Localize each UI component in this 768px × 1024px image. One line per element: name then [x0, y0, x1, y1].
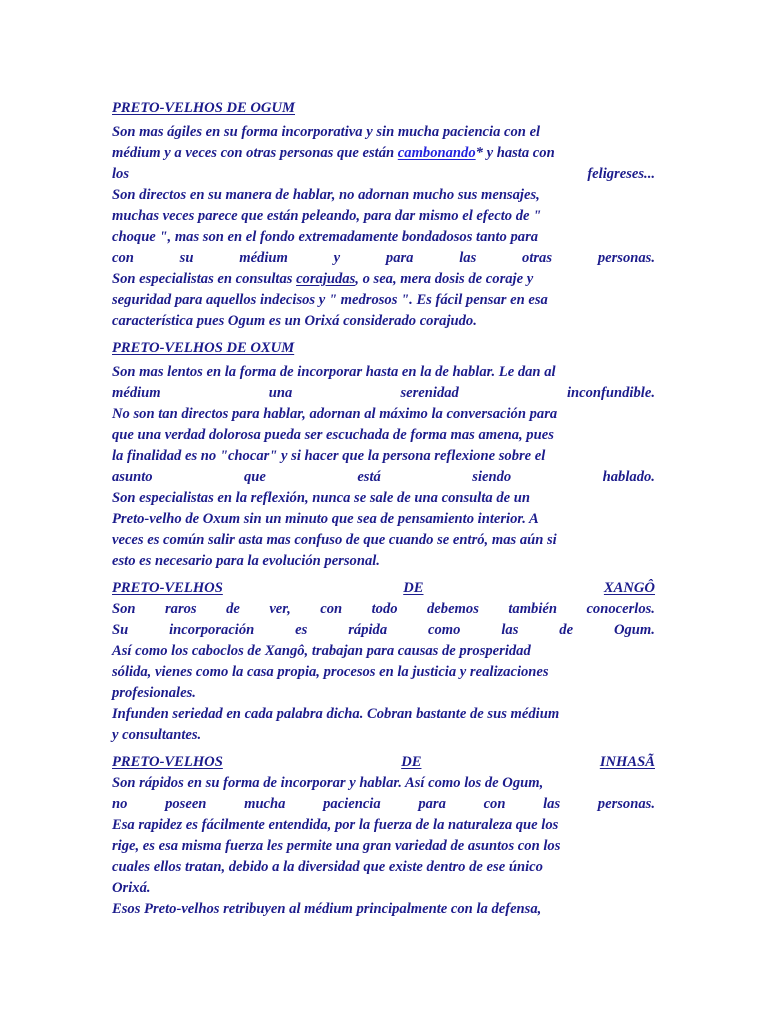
text-line: Así como los caboclos de Xangô, trabajan para causas de prosperidad [112, 643, 531, 659]
word: que [244, 469, 266, 485]
word: debemos [427, 601, 479, 617]
paragraph [112, 773, 655, 920]
word: raros [164, 601, 197, 617]
word: es [295, 622, 308, 638]
word: médium [112, 385, 161, 401]
word: con [112, 250, 134, 266]
paragraph [112, 122, 655, 332]
word: también [508, 601, 557, 617]
word: no [112, 796, 128, 812]
text-line: veces es común salir asta mas confuso de que cuando se entró, mas aún si [112, 532, 557, 548]
text-line: que una verdad dolorosa pueda ser escuchada de forma mas amena, pues [112, 427, 554, 443]
text-line: choque ", mas son en el fondo extremadamente bondadosos tanto para [112, 229, 539, 245]
word: de [559, 622, 574, 638]
cambonando-link[interactable]: cambonando [397, 145, 476, 161]
word: conocerlos. [586, 601, 655, 617]
text-line [112, 599, 655, 620]
text-span: médium y a veces con otras personas que están [112, 145, 398, 161]
text-line [112, 620, 655, 641]
word: rápida [348, 622, 388, 638]
text-line: Preto-velho de Oxum sin un minuto que sea de pensamiento interior. A [112, 511, 539, 527]
word: siendo [472, 469, 512, 485]
text-line: No son tan directos para hablar, adornan al máximo la conversación para [112, 406, 558, 422]
word: con [483, 796, 506, 812]
heading-part: PRETO-VELHOS [112, 754, 223, 770]
word: ver, [269, 601, 291, 617]
text-line: Son mas ágiles en su forma incorporativa y sin mucha paciencia con el [112, 124, 541, 140]
text-span: * y hasta con [475, 145, 555, 161]
text-line: cuales ellos tratan, debido a la diversidad que existe dentro de ese único [112, 859, 543, 875]
document-page [112, 98, 655, 926]
text-span: Son especialistas en consultas [112, 271, 297, 287]
text-line: característica pues Ogum es un Orixá considerado corajudo. [112, 313, 477, 329]
section-heading: PRETO-VELHOS DE OXUM [112, 340, 295, 356]
word: personas. [597, 250, 655, 266]
word: hablado. [602, 469, 655, 485]
text-line: rige, es esa misma fuerza les permite una gran variedad de asuntos con los [112, 838, 561, 854]
word: está [357, 469, 381, 485]
heading-part: PRETO-VELHOS [112, 580, 223, 596]
word: Su [112, 622, 129, 638]
text-line: sólida, vienes como la casa propia, procesos en la justicia y realizaciones [112, 664, 549, 680]
paragraph [112, 362, 655, 572]
section-ogum [112, 98, 655, 332]
corajudas-underlined: corajudas [296, 271, 356, 287]
text-span: , o sea, mera dosis de coraje y [355, 271, 534, 287]
heading-part: DE [403, 580, 424, 596]
text-line: Esos Preto-velhos retribuyen al médium principalmente con la defensa, [112, 901, 542, 917]
word: mucha [244, 796, 286, 812]
heading-part: INHASÃ [599, 754, 655, 770]
text-line [112, 164, 655, 185]
section-heading [112, 752, 655, 773]
paragraph [112, 599, 655, 746]
text-line [112, 467, 655, 488]
word: para [418, 796, 446, 812]
text-line: seguridad para aquellos indecisos y " medrosos ". Es fácil pensar en esa [112, 292, 548, 308]
text-line [112, 269, 655, 290]
word: las [501, 622, 519, 638]
text-span: feligreses... [587, 166, 655, 182]
text-line: muchas veces parece que están peleando, para dar mismo el efecto de " [112, 208, 542, 224]
word: las [543, 796, 561, 812]
text-line: Son rápidos en su forma de incorporar y hablar. Así como los de Ogum, [112, 775, 544, 791]
text-line [112, 794, 655, 815]
text-line: profesionales. [112, 685, 196, 701]
word: otras [522, 250, 553, 266]
text-line: Orixá. [112, 880, 151, 896]
word: asunto [112, 469, 153, 485]
word: personas. [597, 796, 655, 812]
text-line [112, 248, 655, 269]
word: Ogum. [613, 622, 655, 638]
text-line [112, 383, 655, 404]
word: una [268, 385, 293, 401]
word: de [226, 601, 240, 617]
word: serenidad [400, 385, 459, 401]
heading-part: XANGÔ [603, 580, 655, 596]
word: las [459, 250, 477, 266]
section-oxum [112, 338, 655, 572]
section-heading [112, 578, 655, 599]
section-xango [112, 578, 655, 746]
word: para [385, 250, 414, 266]
text-line: Son especialistas en la reflexión, nunca se sale de una consulta de un [112, 490, 530, 506]
word: paciencia [323, 796, 381, 812]
word: incorporación [169, 622, 255, 638]
heading-part: DE [401, 754, 422, 770]
word: y [333, 250, 341, 266]
text-line: y consultantes. [112, 727, 202, 743]
word: inconfundible. [566, 385, 655, 401]
section-inhasa [112, 752, 655, 920]
word: Son [112, 601, 136, 617]
text-line: Esa rapidez es fácilmente entendida, por la fuerza de la naturaleza que los [112, 817, 559, 833]
text-line: Son mas lentos en la forma de incorporar hasta en la de hablar. Le dan al [112, 364, 556, 380]
text-line [112, 143, 655, 164]
word: como [428, 622, 461, 638]
word: poseen [165, 796, 207, 812]
text-span: los [112, 166, 130, 182]
word: con [320, 601, 343, 617]
text-line: esto es necesario para la evolución personal. [112, 553, 380, 569]
section-heading: PRETO-VELHOS DE OGUM [112, 100, 295, 116]
text-line: Infunden seriedad en cada palabra dicha. Cobran bastante de sus médium [112, 706, 560, 722]
word: todo [371, 601, 398, 617]
word: médium [239, 250, 288, 266]
word: su [179, 250, 194, 266]
text-line: Son directos en su manera de hablar, no adornan mucho sus mensajes, [112, 187, 540, 203]
text-line: la finalidad es no "chocar" y si hacer que la persona reflexione sobre el [112, 448, 546, 464]
